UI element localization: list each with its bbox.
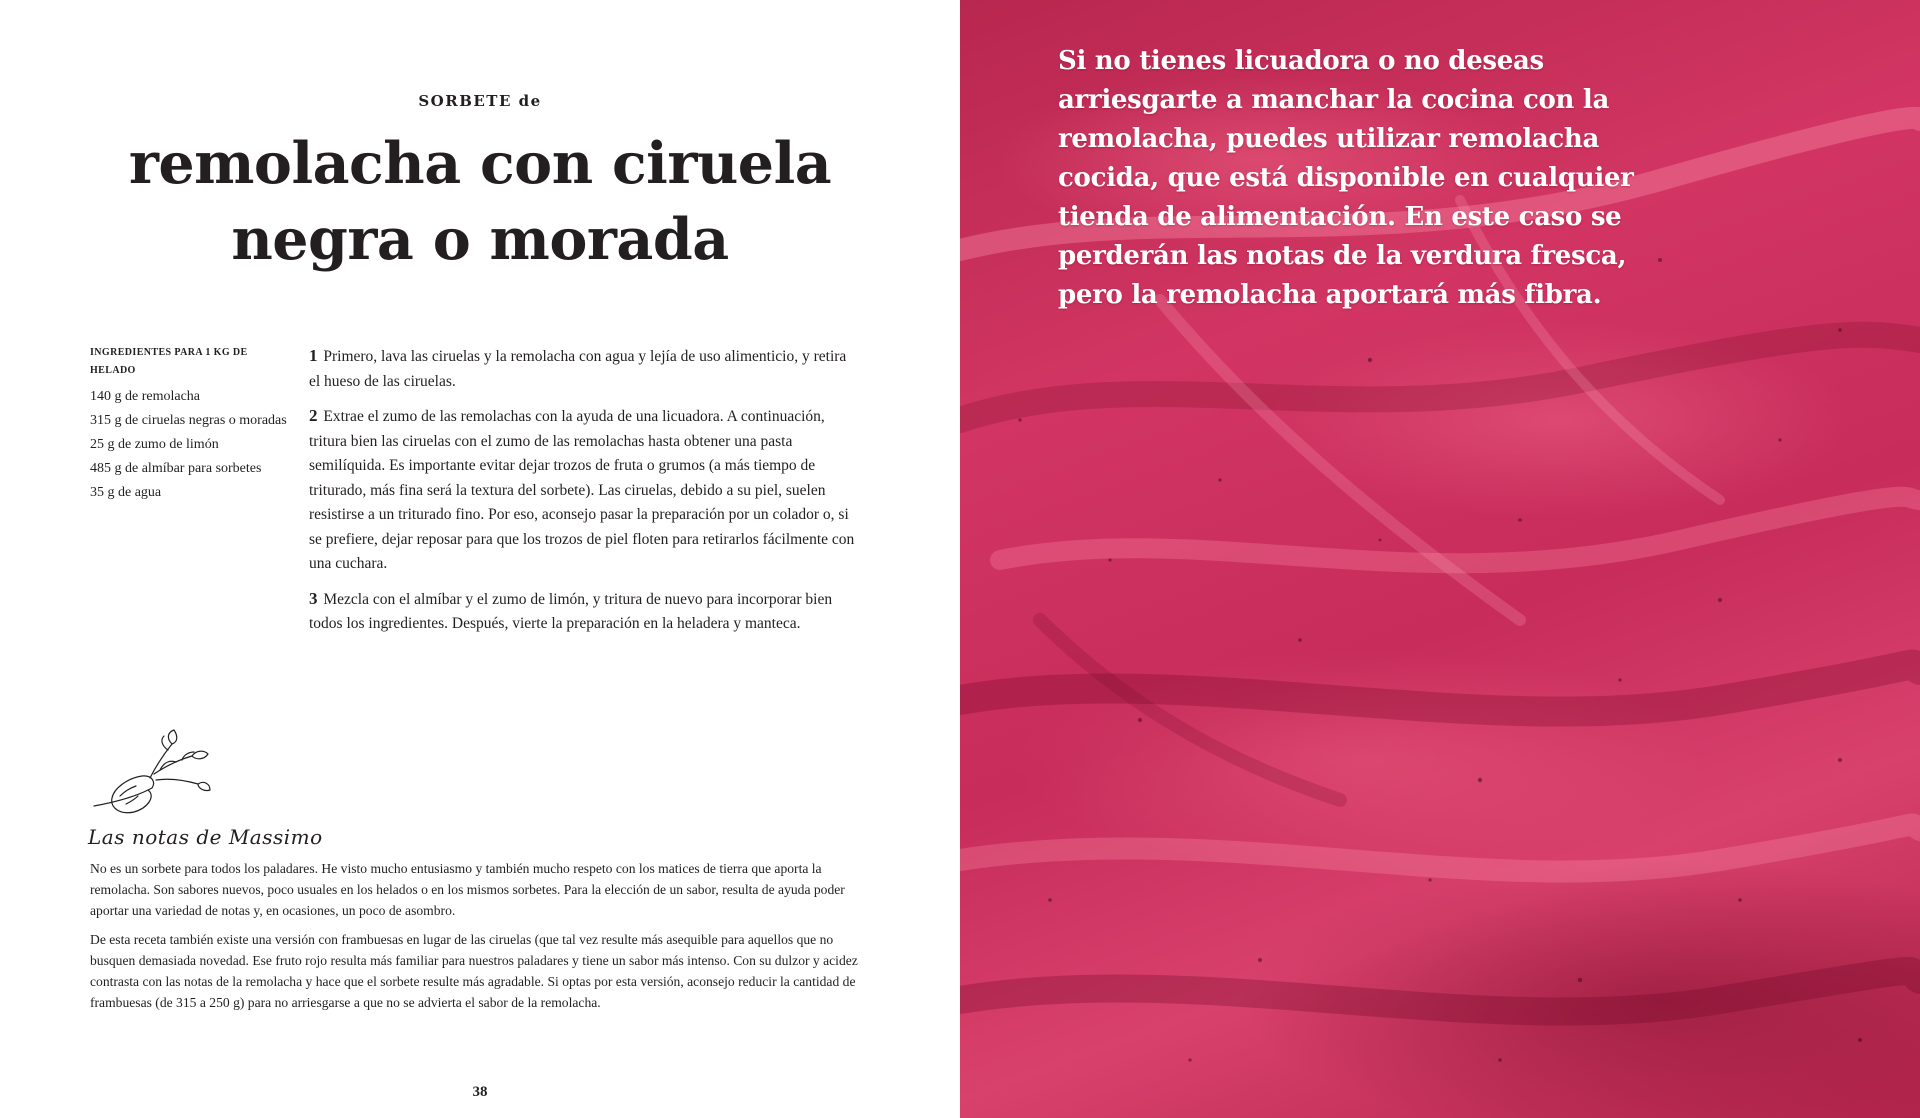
photo-quote: Si no tienes licuadora o no deseas arriesgarte a manchar la cocina con la remolacha, puedes utilizar remolacha cocida, que está disponible en cualquier tienda de alimentación. En este caso se perderán las notas de la verdura fresca, pero la remolacha aportará más fibra. xyxy=(1058,46,1634,310)
step-number: 3 xyxy=(309,588,318,608)
notes-section xyxy=(90,858,868,1021)
step-number: 2 xyxy=(309,406,318,425)
step-text: Primero, lava las ciruelas y la remolacha con agua y lejía de uso alimenticio, y retira el hueso de las ciruelas. xyxy=(309,348,847,390)
notes-title: Las notas de Massimo xyxy=(88,825,323,849)
ingredients-list xyxy=(90,344,290,508)
recipe-title: remolacha con ciruela negra o morada xyxy=(128,130,832,273)
ingredient-item: 140 g de remolacha xyxy=(90,389,201,404)
page-number: 38 xyxy=(472,1084,488,1100)
recipe-step xyxy=(309,404,861,577)
beet-illustration-icon xyxy=(86,726,216,816)
recipe-kicker: SORBETE de xyxy=(418,92,542,110)
recipe-steps xyxy=(309,344,861,647)
step-text: Extrae el zumo de las remolachas con la ayuda de una licuadora. A continuación, tritura bien las ciruelas con el zumo de las remolachas hasta obtener una pasta semilíquida. Es importante evitar dejar trozos de fruta o grumos (a más tiempo de triturado, más fina será la textura del sorbete). Las ciruelas, debido a su piel, suelen resistirse a un triturado fino. Por eso, aconsejo pasar la preparación por un colador o, si se prefiere, dejar reposar para que los trozos de piel floten para retirarlos fácilmente con una cuchara. xyxy=(309,408,855,572)
step-text: Mezcla con el almíbar y el zumo de limón, y tritura de nuevo para incorporar bien todos los ingredientes. Después, vierte la preparación en la heladera y manteca. xyxy=(309,590,833,632)
step-number: 1 xyxy=(309,346,318,365)
notes-paragraph: De esta receta también existe una versión con frambuesas en lugar de las ciruelas (que tal vez resulte más asequible para aquellos que no busquen demasiada novedad. Ese fruto rojo resulta más familiar para nuestros paladares y tiene un sabor más intenso. Con su dulzor y acidez contrasta con las notas de la remolacha y hace que el sorbete resulte más agradable. Si optas por esta versión, aconsejo reducir la cantidad de frambuesas (de 315 a 250 g) para no arriesgarse a que no se advierta el sabor de la remolacha. xyxy=(90,932,858,1010)
ingredients-header: INGREDIENTES PARA 1 KG DE HELADO xyxy=(90,347,248,376)
ingredient-item: 485 g de almíbar para sorbetes xyxy=(90,461,262,476)
ingredient-item: 25 g de zumo de limón xyxy=(90,437,219,452)
ingredient-item: 35 g de agua xyxy=(90,485,162,500)
recipe-step xyxy=(309,344,861,394)
sorbet-photo xyxy=(960,0,1920,1118)
ingredient-item: 315 g de ciruelas negras o moradas xyxy=(90,413,287,428)
recipe-step xyxy=(309,587,861,637)
notes-paragraph: No es un sorbete para todos los paladares. He visto mucho entusiasmo y también mucho respeto con los matices de tierra que aporta la remolacha. Son sabores nuevos, poco usuales en los helados o en los mismos sorbetes. Para la elección de un sabor, resulta de ayuda poder aportar una variedad de notas y, en ocasiones, un poco de asombro. xyxy=(90,861,845,918)
